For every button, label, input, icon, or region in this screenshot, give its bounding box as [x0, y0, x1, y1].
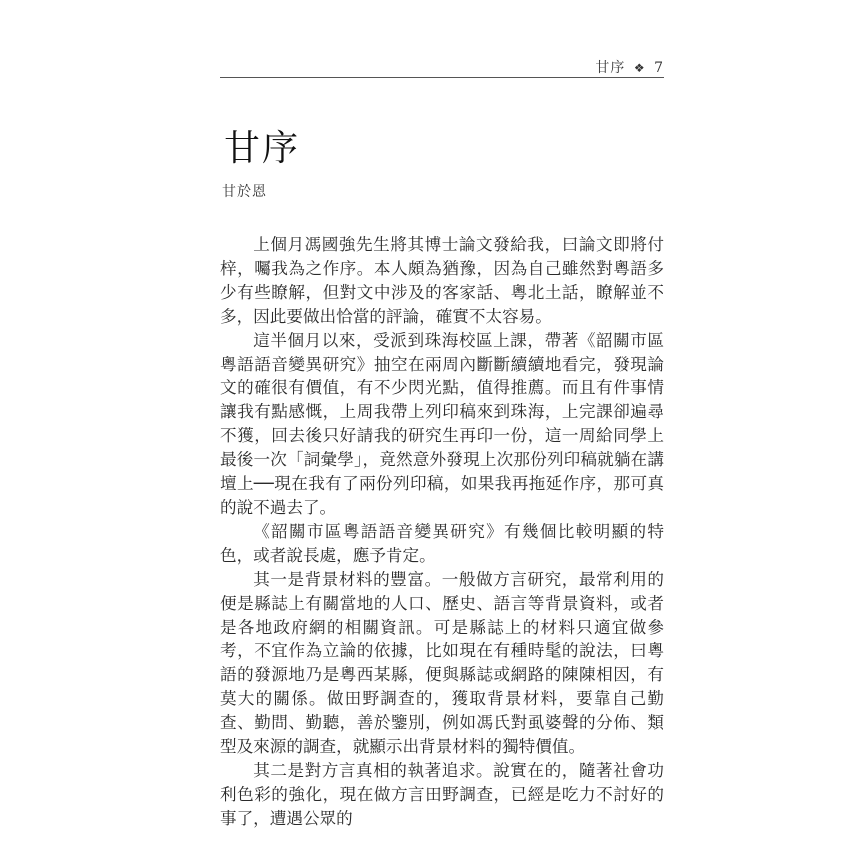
- paragraph: 其一是背景材料的豐富。一般做方言研究，最常利用的便是縣誌上有關當地的人口、歷史、語言等背景資料，或者是各地政府網的相關資訊。可是縣誌上的材料只適宜做參考，不宜作為立論的依據，比如現在有種時髦的說法，曰粵語的發源地乃是粵西某縣，便與縣誌或網路的陳陳相因，有莫大的關係。做田野調查的，獲取背景材料，要靠自己勤查、勤問、勤聽，善於鑒別，例如馮氏對虱婆聲的分佈、類型及來源的調查，就顯示出背景材料的獨特價值。: [220, 569, 664, 757]
- author-name: 甘於恩: [222, 184, 267, 200]
- header-rule: [220, 77, 664, 78]
- diamond-ornament-icon: ❖: [633, 61, 646, 75]
- page-number: 7: [654, 60, 664, 76]
- running-head: [595, 57, 664, 77]
- book-page: [220, 0, 664, 850]
- paragraph: 《韶關市區粵語語音變異研究》有幾個比較明顯的特色，或者說長處，應予肯定。: [220, 521, 664, 565]
- body-text: [220, 233, 664, 831]
- paragraph: 其二是對方言真相的執著追求。說實在的，隨著社會功利色彩的強化，現在做方言田野調查，已經是吃力不討好的事了，遭遇公眾的: [220, 760, 664, 828]
- running-head-section: 甘序: [595, 60, 626, 76]
- paragraph: 這半個月以來，受派到珠海校區上課，帶著《韶關市區粵語語音變異研究》抽空在兩周內斷斷續續地看完，發現論文的確很有價值，有不少閃光點，值得推薦。而且有件事情讓我有點感慨，上周我帶上列印稿來到珠海，上完課卻遍尋不獲，回去後只好請我的研究生再印一份，這一周給同學上最後一次「詞彙學」，竟然意外發現上次那份列印稿就躺在講壇上──現在我有了兩份列印稿，如果我再拖延作序，那可真的說不過去了。: [220, 330, 664, 517]
- chapter-title: 甘序: [224, 128, 301, 169]
- paragraph: 上個月馮國強先生將其博士論文發給我，曰論文即將付梓，囑我為之作序。本人頗為猶豫，因為自己雖然對粵語多少有些瞭解，但對文中涉及的客家話、粵北土話，瞭解並不多，因此要做出恰當的評論，確實不太容易。: [220, 235, 664, 326]
